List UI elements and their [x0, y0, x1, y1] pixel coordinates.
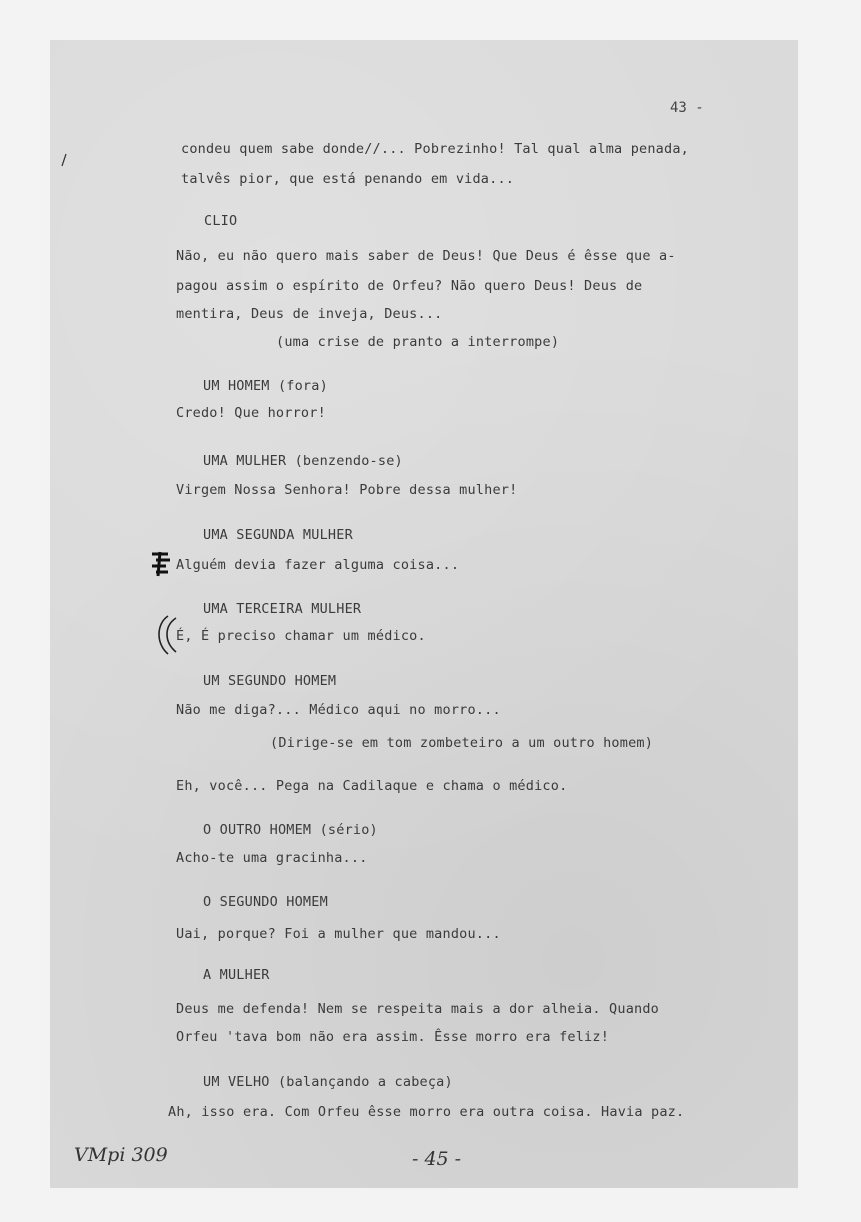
margin-tick-mark: [60, 150, 70, 170]
text-line: É, É preciso chamar um médico.: [176, 628, 426, 644]
speaker-name: UMA MULHER (benzendo-se): [203, 453, 403, 469]
margin-parenthesis-mark: [150, 612, 180, 658]
text-line: talvês pior, que está penando em vida...: [181, 171, 515, 187]
text-line: Orfeu 'tava bom não era assim. Êsse morro era feliz!: [176, 1029, 610, 1045]
speaker-name: UM VELHO (balançando a cabeça): [203, 1074, 453, 1090]
text-line: pagou assim o espírito de Orfeu? Não quero Deus! Deus de: [176, 278, 643, 294]
stage-direction: (uma crise de pranto a interrompe): [276, 334, 560, 350]
speaker-name: CLIO: [204, 213, 238, 229]
speaker-name: A MULHER: [203, 967, 270, 983]
text-line: Eh, você... Pega na Cadilaque e chama o médico.: [176, 778, 568, 794]
page-number: 43 -: [670, 100, 704, 116]
speaker-name: UM HOMEM (fora): [203, 378, 328, 394]
text-line: Credo! Que horror!: [176, 405, 326, 421]
text-line: Uai, porque? Foi a mulher que mandou...: [176, 926, 501, 942]
archive-reference-handwritten: VMpi 309: [74, 1144, 168, 1166]
text-line: Alguém devia fazer alguma coisa...: [176, 557, 460, 573]
text-line: Não me diga?... Médico aqui no morro...: [176, 702, 501, 718]
speaker-name: O SEGUNDO HOMEM: [203, 894, 328, 910]
speaker-name: UMA TERCEIRA MULHER: [203, 601, 362, 617]
text-line: Deus me defenda! Nem se respeita mais a dor alheia. Quando: [176, 1001, 660, 1017]
text-line: Virgem Nossa Senhora! Pobre dessa mulher!: [176, 482, 518, 498]
text-line: condeu quem sabe donde//... Pobrezinho! Tal qual alma penada,: [181, 141, 689, 157]
speaker-name: UMA SEGUNDA MULHER: [203, 527, 353, 543]
text-line: mentira, Deus de inveja, Deus...: [176, 306, 443, 322]
speaker-name: UM SEGUNDO HOMEM: [203, 673, 337, 689]
folio-number-handwritten: - 45 -: [412, 1148, 462, 1170]
stage-direction: (Dirige-se em tom zombeteiro a um outro homem): [270, 735, 654, 751]
speaker-name: O OUTRO HOMEM (sério): [203, 822, 378, 838]
margin-bracket-mark: [148, 548, 176, 580]
text-line: Acho-te uma gracinha...: [176, 850, 368, 866]
text-line: Não, eu não quero mais saber de Deus! Que Deus é êsse que a-: [176, 248, 676, 264]
text-line: Ah, isso era. Com Orfeu êsse morro era outra coisa. Havia paz.: [168, 1104, 685, 1120]
